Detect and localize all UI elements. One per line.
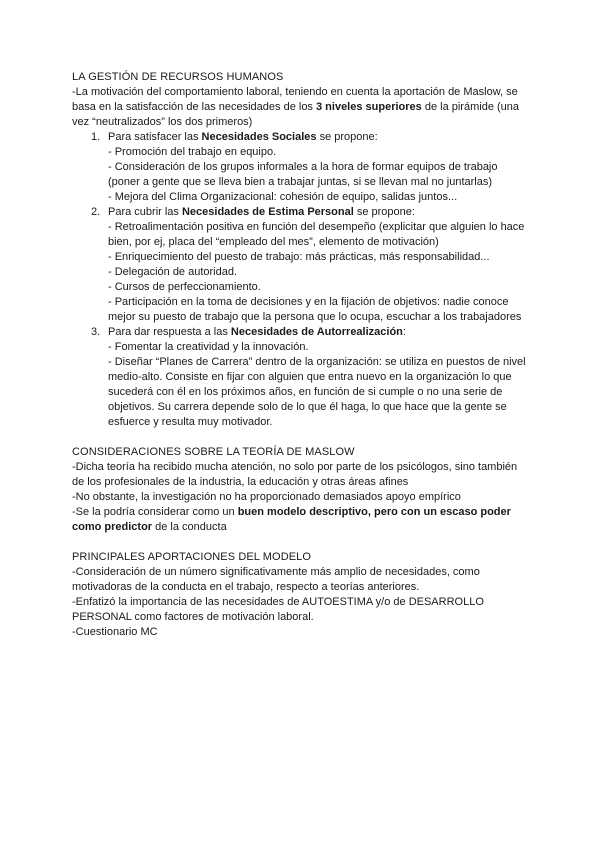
list-number: 3. [91, 326, 101, 338]
sub-item: - Fomentar la creatividad y la innovación. [108, 341, 309, 353]
section-title-gestion-rrhh: LA GESTIÓN DE RECURSOS HUMANOS [72, 71, 284, 83]
list-number: 1. [91, 131, 101, 143]
lead-text-end: : [402, 326, 406, 338]
paragraph-text-start: -Se la podría considerar como un [72, 506, 238, 518]
section-title-consideraciones: CONSIDERACIONES SOBRE LA TEORÍA DE MASLOW [72, 446, 355, 458]
list-number: 2. [91, 206, 101, 218]
spacer [72, 535, 532, 550]
document-page [72, 70, 532, 640]
list-item-lead [108, 205, 532, 220]
paragraph [72, 505, 532, 535]
list-item-social-needs [72, 130, 532, 205]
list-item-self-actualization-needs [72, 325, 532, 430]
lead-text-end: se propone: [316, 131, 378, 143]
sub-item: - Retroalimentación positiva en función del desempeño (explicitar que alguien lo hace bien, por ej, placa del “empleado del mes”, elemento de motivación) [108, 221, 525, 248]
sub-item: - Promoción del trabajo en equipo. [108, 146, 277, 158]
intro-text-end: de la pirámide (una vez “neutralizados” los dos primeros) [72, 101, 520, 128]
sub-item: - Participación en la toma de decisiones y en la fijación de objetivos: nadie conoce mejor su puesto de trabajo que la persona que lo ocupa, escuchar a los trabajadores [108, 296, 522, 323]
intro-text-start: -La motivación del comportamiento laboral, teniendo en cuenta la aportación de Maslow, se basa en la satisfacción de las necesidades de los [72, 86, 518, 113]
paragraph: -No obstante, la investigación no ha proporcionado demasiados apoyo empírico [72, 491, 461, 503]
lead-bold-text: Necesidades de Autorrealización [230, 326, 403, 338]
lead-text-start: Para satisfacer las [108, 131, 202, 143]
sub-item: - Cursos de perfeccionamiento. [108, 281, 261, 293]
list-item-lead [108, 130, 532, 145]
sub-item: - Mejora del Clima Organizacional: cohesión de equipo, salidas juntos... [108, 191, 458, 203]
intro-bold-text: 3 niveles superiores [316, 101, 422, 113]
list-item-esteem-needs [72, 205, 532, 325]
section-title-aportaciones: PRINCIPALES APORTACIONES DEL MODELO [72, 551, 312, 563]
paragraph: -Dicha teoría ha recibido mucha atención, no solo por parte de los psicólogos, sino también de los profesionales de la industria, la educación y otras áreas afines [72, 461, 518, 488]
needs-list [72, 130, 532, 430]
paragraph: -Consideración de un número significativamente más amplio de necesidades, como motivadoras de la conducta en el trabajo, respecto a teorías anteriores. [72, 566, 480, 593]
lead-bold-text: Necesidades Sociales [201, 131, 317, 143]
lead-text-start: Para cubrir las [108, 206, 182, 218]
sub-item: - Delegación de autoridad. [108, 266, 238, 278]
intro-paragraph [72, 85, 532, 130]
sub-item: - Consideración de los grupos informales a la hora de formar equipos de trabajo (poner a gente que se lleva bien a trabajar juntas, si se llevan mal no juntarlas) [108, 161, 498, 188]
paragraph: -Cuestionario MC [72, 626, 158, 638]
list-item-lead [108, 325, 532, 340]
paragraph-bold-text: buen modelo descriptivo, pero con un escaso poder como predictor [72, 506, 511, 533]
lead-bold-text: Necesidades de Estima Personal [181, 206, 354, 218]
lead-text-start: Para dar respuesta a las [108, 326, 231, 338]
paragraph: -Enfatizó la importancia de las necesidades de AUTOESTIMA y/o de DESARROLLO PERSONAL como factores de motivación laboral. [72, 596, 484, 623]
paragraph-text-end: de la conducta [152, 521, 227, 533]
lead-text-end: se propone: [353, 206, 415, 218]
sub-item: - Enriquecimiento del puesto de trabajo: más prácticas, más responsabilidad... [108, 251, 490, 263]
sub-item: - Diseñar “Planes de Carrera” dentro de la organización: se utiliza en puestos de nivel medio-alto. Consiste en fijar con alguien que entra nuevo en la organización lo que sucederá con él en los próximos años, en función de si cumple o no una serie de objetivos. Su carrera depende solo de lo que él haga, lo que hace que la gente se esfuerce y resulta muy motivador. [108, 356, 526, 428]
spacer [72, 430, 532, 445]
